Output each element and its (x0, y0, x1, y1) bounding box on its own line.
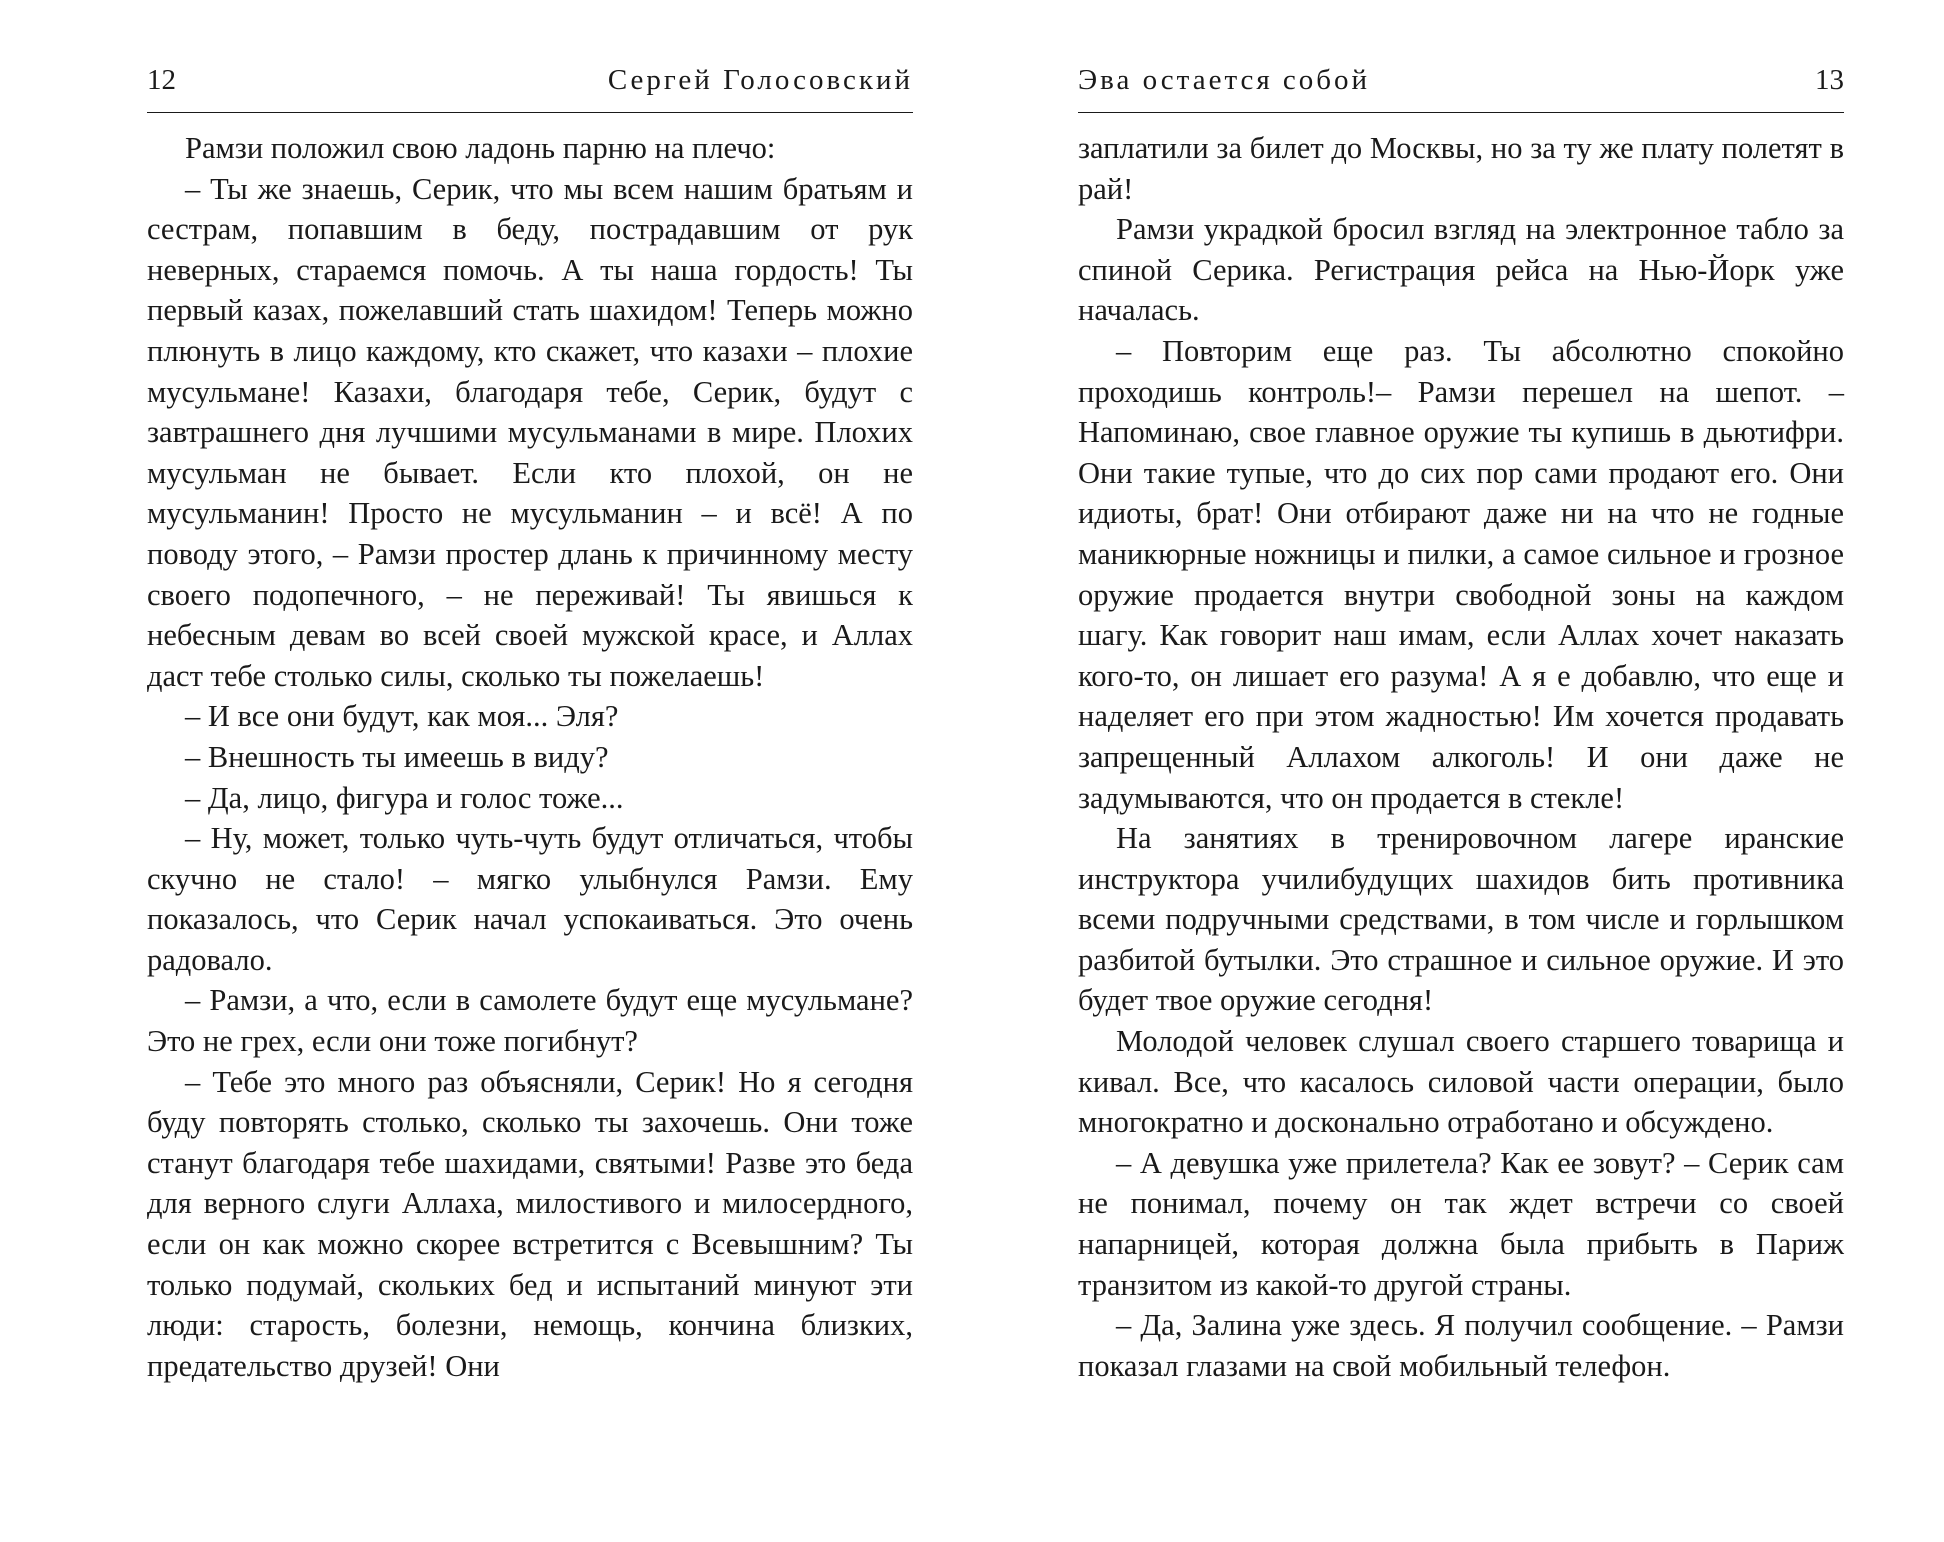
running-title-left: Сергей Голосовский (607, 64, 913, 96)
paragraph: – Тебе это много раз объясняли, Серик! Но я сегодня буду повторять столько, сколько ты захочешь. Они тоже станут благодаря тебе шахидами, святыми! Разве это беда для верного слуги Аллаха, милостивого и милосердного, если он как можно скорее встретится с Всевышним? Ты только подумай, скольких бед и испытаний минуют эти люди: старость, болезни, немощь, кончина близких, предательство друзей! Они (147, 1064, 913, 1383)
paragraph: – Внешность ты имеешь в виду? (185, 739, 609, 774)
paragraph: На занятиях в тренировочном лагере иранские инструктора училибудущих шахидов бить противника всеми подручными средствами, в том числе и горлышком разбитой бутылки. Это страшное и сильное оружие. И это будет твое оружие сегодня! (1078, 821, 1844, 1018)
header-rule-right (1078, 112, 1844, 113)
paragraph: – Повторим еще раз. Ты абсолютно спокойно проходишь контроль!– Рамзи перешел на шепот. – Напоминаю, свое главное оружие ты купишь в дьютифри. Они такие тупые, что до сих пор сами продают его. Они идиоты, брат! Они отбирают даже ни на что не годные маникюрные ножницы и пилки, а самое сильное и грозное оружие продается внутри свободной зоны на каждом шагу. Как говорит наш имам, если Аллах хочет наказать кого-то, он лишает его разума! А я е добавлю, что еще и наделяет его при этом жадностью! Им хочется продавать запрещенный Аллахом алкоголь! И они даже не задумываются, что он продается в стекле! (1078, 333, 1844, 815)
paragraph: – Рамзи, а что, если в самолете будут еще мусульмане? Это не грех, если они тоже погибнут? (147, 983, 913, 1059)
page-number-right: 13 (1815, 64, 1844, 96)
left-page (147, 0, 913, 1542)
paragraph: Рамзи положил свою ладонь парню на плечо: (185, 131, 776, 165)
paragraph: – Ты же знаешь, Серик, что мы всем нашим братьям и сестрам, попавшим в беду, пострадавшим от рук неверных, стараемся помочь. А ты наша гордость! Ты первый казах, пожелавший стать шахидом! Теперь можно плюнуть в лицо каждому, кто скажет, что казахи – плохие мусульмане! Казахи, благодаря тебе, Серик, будут с завтрашнего дня лучшими мусульманами в мире. Плохих мусульман не бывает. Если кто плохой, он не мусульманин! Просто не мусульманин – и всё! А по поводу этого, – Рамзи простер длань к причинному месту своего подопечного, – не переживай! Ты явишься к небесным девам во всей своей мужской красе, и Аллах даст тебе столько силы, сколько ты пожелаешь! (147, 171, 913, 693)
paragraph: – И все они будут, как моя... Эля? (185, 699, 619, 734)
paragraph: – Да, Залина уже здесь. Я получил сообщение. – Рамзи показал глазами на свой мобильный телефон. (1078, 1308, 1844, 1383)
paragraph: – Да, лицо, фигура и голос тоже... (185, 780, 624, 815)
running-title-right: Эва остается собой (1078, 64, 1371, 96)
body-text-left (147, 128, 913, 1386)
paragraph-continued: заплатили за билет до Москвы, но за ту же плату полетят в рай! (1078, 131, 1844, 206)
paragraph: – Ну, может, только чуть-чуть будут отличаться, чтобы скучно не стало! – мягко улыбнулся Рамзи. Ему показалось, что Серик начал успокаиваться. Это очень радовало. (147, 821, 913, 977)
header-rule-left (147, 112, 913, 113)
body-text-right (1078, 128, 1844, 1386)
page-number-left: 12 (147, 64, 176, 96)
paragraph: Молодой человек слушал своего старшего товарища и кивал. Все, что касалось силовой части операции, было многократно и досконально отработано и обсуждено. (1078, 1024, 1844, 1140)
paragraph: Рамзи украдкой бросил взгляд на электронное табло за спиной Серика. Регистрация рейса на Нью-Йорк уже началась. (1078, 212, 1844, 328)
right-page (1078, 0, 1844, 1542)
running-head-left (147, 60, 913, 100)
running-head-right (1078, 60, 1844, 100)
paragraph: – А девушка уже прилетела? Как ее зовут? – Серик сам не понимал, почему он так ждет встречи со своей напарницей, которая должна была прибыть в Париж транзитом из какой-то другой страны. (1078, 1145, 1844, 1302)
